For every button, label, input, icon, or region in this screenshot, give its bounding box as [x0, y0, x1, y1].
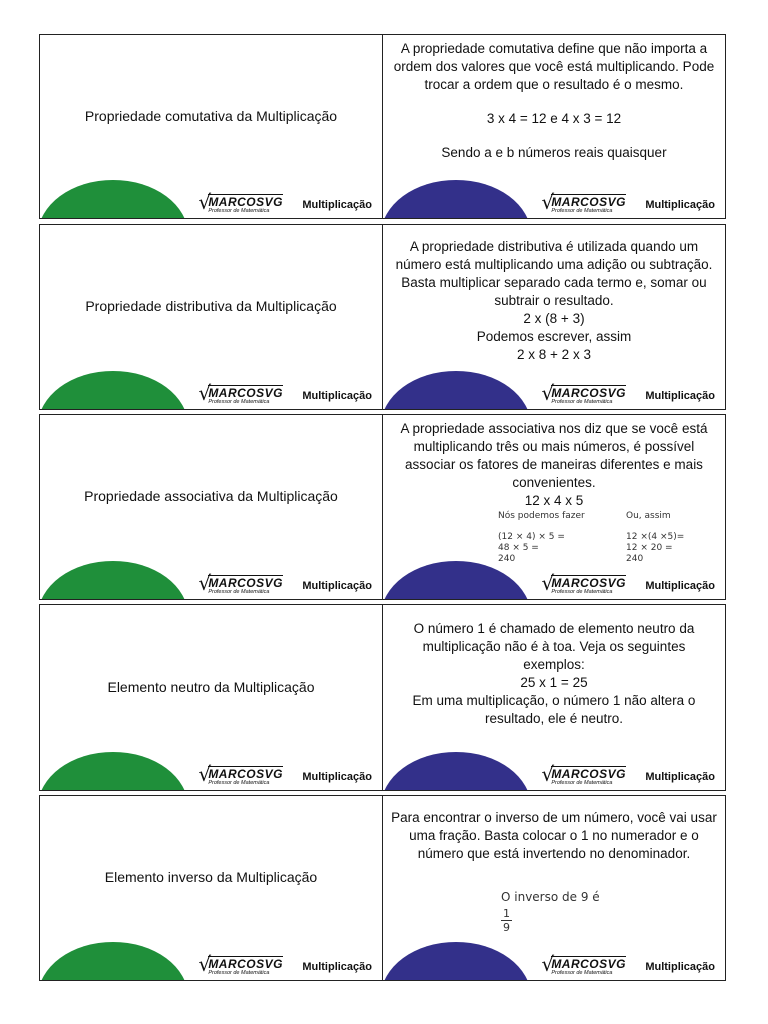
brand-footer [541, 190, 715, 215]
brand-footer [198, 190, 372, 215]
marcosvg-logo: √ MARCOSVG Professor de Matemática [541, 381, 626, 405]
blue-blob-decoration [382, 942, 531, 981]
marcosvg-logo: √ MARCOSVG Professor de Matemática [198, 190, 283, 214]
brand-footer [198, 762, 372, 787]
marcosvg-logo: √ MARCOSVG Professor de Matemática [541, 952, 626, 976]
brand-footer [541, 762, 715, 787]
card-explanation: A propriedade associativa nos diz que se você está multiplicando três ou mais números, é possível associar os fatores de maneiras diferentes e mais convenientes. 12 x 4 x 5 [400, 421, 708, 508]
card-back [382, 414, 726, 600]
blue-blob-decoration [382, 561, 531, 600]
example-column-1: Nós podemos fazer (12 × 4) × 5 = 48 × 5 = 240 [498, 511, 585, 564]
marcosvg-logo: √ MARCOSVG Professor de Matemática [541, 571, 626, 595]
card-title: Propriedade associativa da Multiplicação [84, 488, 338, 504]
sqrt-icon: √ [198, 381, 212, 405]
card-front [39, 34, 383, 219]
brand-footer [541, 381, 715, 406]
card-front [39, 604, 383, 791]
sqrt-icon: √ [198, 571, 212, 595]
card-row-comutativa [39, 34, 726, 219]
sqrt-icon: √ [541, 762, 555, 786]
card-row-associativa [39, 414, 726, 600]
card-title: Elemento neutro da Multiplicação [107, 678, 315, 695]
brand-footer [198, 952, 372, 977]
topic-tag: Multiplicação [645, 199, 715, 211]
topic-tag: Multiplicação [645, 390, 715, 402]
marcosvg-logo: √ MARCOSVG Professor de Matemática [198, 952, 283, 976]
sqrt-icon: √ [541, 952, 555, 976]
example-column-2: Ou, assim 12 ×(4 ×5)= 12 × 20 = 240 [626, 511, 685, 564]
card-back [382, 224, 726, 410]
topic-tag: Multiplicação [302, 771, 372, 783]
card-back [382, 34, 726, 219]
brand-footer [198, 571, 372, 596]
topic-tag: Multiplicação [302, 961, 372, 973]
card-row-distributiva [39, 224, 726, 410]
card-back [382, 795, 726, 981]
marcosvg-logo: √ MARCOSVG Professor de Matemática [198, 571, 283, 595]
card-explanation: O número 1 é chamado de elemento neutro da multiplicação não é à toa. Veja os seguintes exemplos: 25 x 1 = 25 Em uma multiplicação, o número 1 não altera o resultado, ele é neutro. [412, 621, 696, 726]
card-explanation: Para encontrar o inverso de um número, você vai usar uma fração. Basta colocar o 1 no numerador e o número que está invertendo no denominador. [391, 810, 717, 861]
topic-tag: Multiplicação [645, 961, 715, 973]
topic-tag: Multiplicação [302, 199, 372, 211]
inverse-example: O inverso de 9 é $\frac{1}{9}$ [501, 890, 600, 934]
card-title: Propriedade distributiva da Multiplicação [85, 298, 337, 314]
marcosvg-logo: √ MARCOSVG Professor de Matemática [541, 190, 626, 214]
topic-tag: Multiplicação [302, 390, 372, 402]
marcosvg-logo: √ MARCOSVG Professor de Matemática [198, 381, 283, 405]
blue-blob-decoration [382, 752, 531, 791]
blue-blob-decoration [382, 180, 531, 219]
card-front [39, 795, 383, 981]
card-explanation: A propriedade comutativa define que não importa a ordem dos valores que você está multiplicando. Pode trocar a ordem que o resultado é o mesmo. 3 x 4 = 12 e 4 x 3 = 12 Sendo a e b números reais quaisquer [393, 41, 715, 160]
card-back [382, 604, 726, 791]
topic-tag: Multiplicação [302, 580, 372, 592]
fraction: $\frac{1}{9}$ [503, 907, 510, 934]
topic-tag: Multiplicação [645, 580, 715, 592]
marcosvg-logo: √ MARCOSVG Professor de Matemática [541, 762, 626, 786]
sqrt-icon: √ [198, 952, 212, 976]
card-explanation: A propriedade distributiva é utilizada quando um número está multiplicando uma adição ou subtração. Basta multiplicar separado cada termo e, somar ou subtrair o resultado. 2 x (8 + 3) Podemos escrever, assim 2 x 8 + 2 x 3 [395, 239, 713, 362]
brand-footer [541, 571, 715, 596]
sqrt-icon: √ [541, 571, 555, 595]
sqrt-icon: √ [541, 381, 555, 405]
card-title: Propriedade comutativa da Multiplicação [84, 107, 338, 124]
card-front [39, 414, 383, 600]
sqrt-icon: √ [198, 762, 212, 786]
card-row-neutro [39, 604, 726, 791]
card-front [39, 224, 383, 410]
sqrt-icon: √ [198, 190, 212, 214]
topic-tag: Multiplicação [645, 771, 715, 783]
card-row-inverso [39, 795, 726, 981]
marcosvg-logo: √ MARCOSVG Professor de Matemática [198, 762, 283, 786]
blue-blob-decoration [382, 371, 531, 410]
card-title: Elemento inverso da Multiplicação [104, 869, 318, 885]
brand-footer [198, 381, 372, 406]
brand-footer [541, 952, 715, 977]
sqrt-icon: √ [541, 190, 555, 214]
